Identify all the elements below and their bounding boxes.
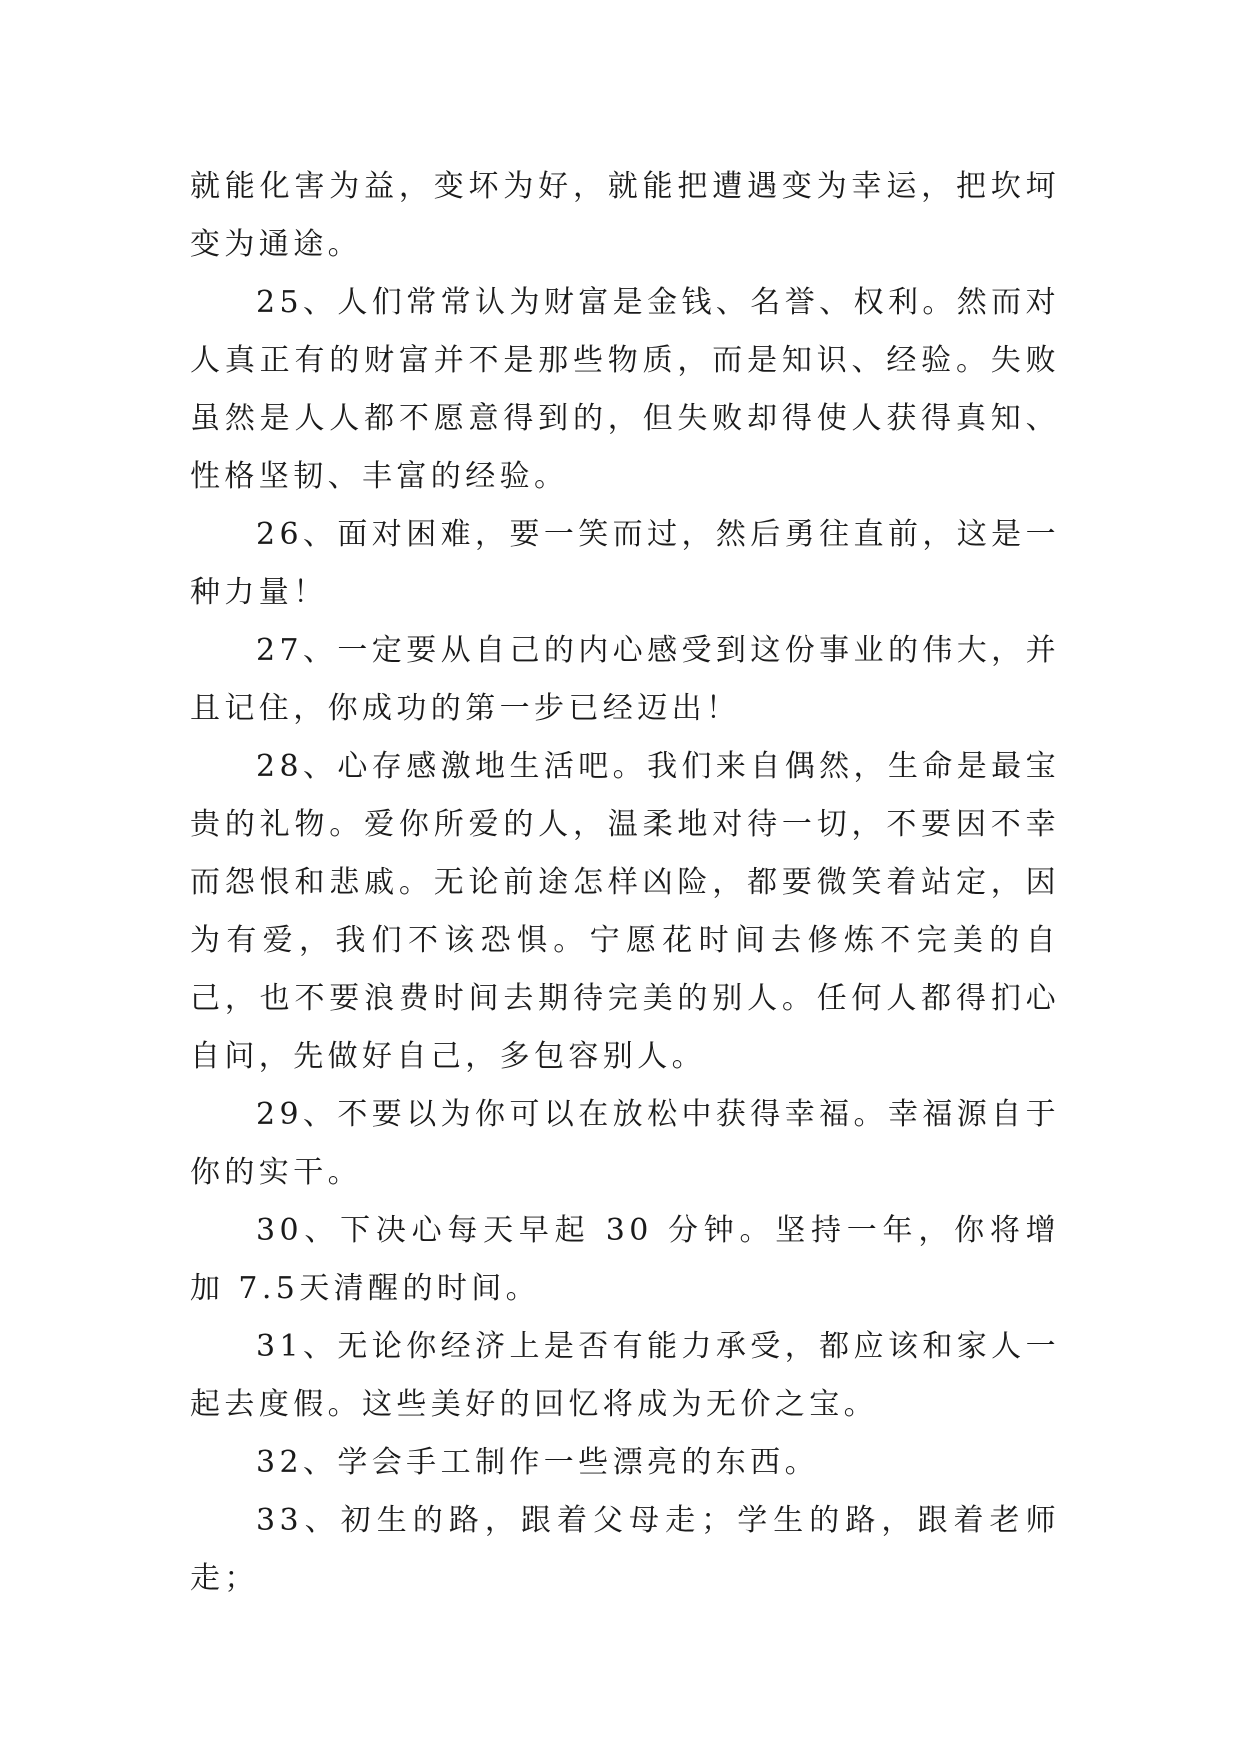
- paragraph-30: 30、下决心每天早起 30 分钟。坚持一年，你将增加 7.5天清醒的时间。: [190, 1213, 1060, 1306]
- paragraph-33: 33、初生的路，跟着父母走；学生的路，跟着老师走；: [190, 1503, 1060, 1596]
- paragraph-31: 31、无论你经济上是否有能力承受，都应该和家人一起去度假。这些美好的回忆将成为无价之宝。: [190, 1329, 1060, 1422]
- paragraph-continuation: 就能化害为益，变坏为好，就能把遭遇变为幸运，把坎坷变为通途。: [190, 169, 1060, 262]
- paragraph-29: 29、不要以为你可以在放松中获得幸福。幸福源自于你的实干。: [190, 1097, 1060, 1190]
- paragraph-27: 27、一定要从自己的内心感受到这份事业的伟大，并且记住，你成功的第一步已经迈出！: [190, 633, 1060, 726]
- paragraph-32: 32、学会手工制作一些漂亮的东西。: [256, 1445, 819, 1480]
- paragraph-26: 26、面对困难，要一笑而过，然后勇往直前，这是一种力量！: [190, 517, 1060, 610]
- document-body: [190, 158, 1060, 1608]
- paragraph-25: 25、人们常常认为财富是金钱、名誉、权利。然而对人真正有的财富并不是那些物质，而是知识、经验。失败虽然是人人都不愿意得到的，但失败却得使人获得真知、性格坚韧、丰富的经验。: [190, 285, 1060, 494]
- paragraph-28: 28、心存感激地生活吧。我们来自偶然，生命是最宝贵的礼物。爱你所爱的人，温柔地对待一切，不要因不幸而怨恨和悲戚。无论前途怎样凶险，都要微笑着站定，因为有爱，我们不该恐惧。宁愿花时间去修炼不完美的自己，也不要浪费时间去期待完美的别人。任何人都得扪心自问，先做好自己，多包容别人。: [190, 749, 1060, 1074]
